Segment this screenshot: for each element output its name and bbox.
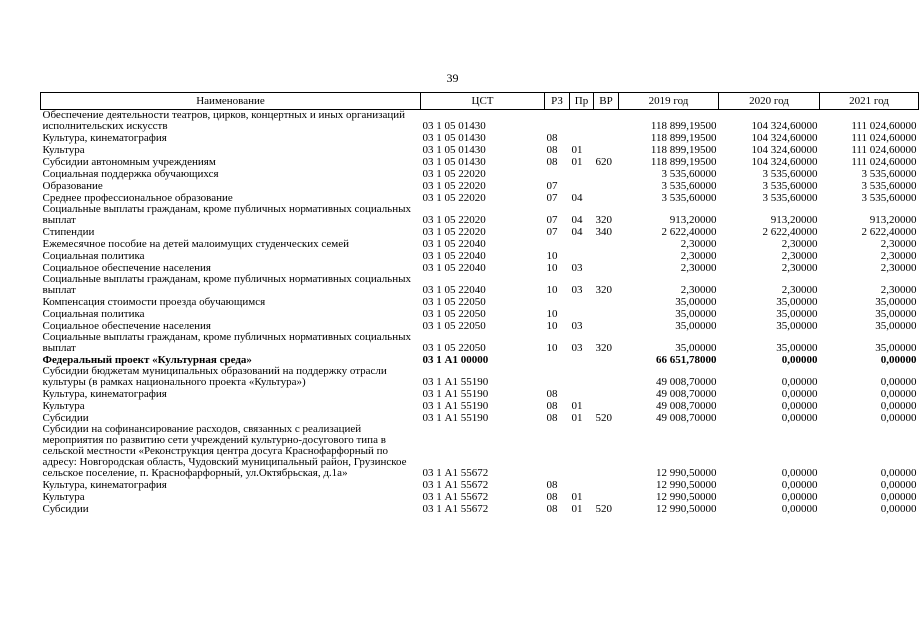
cell-name: Социальная политика xyxy=(42,250,145,262)
cell-2019: 118 899,19500 xyxy=(650,120,717,132)
header-2021: 2021 год xyxy=(820,93,919,110)
cell-cst: 03 1 А1 00000 xyxy=(422,354,489,366)
cell-2020: 35,00000 xyxy=(776,342,818,354)
cell-2020: 0,00000 xyxy=(781,354,818,366)
cell-name: Культура, кинематография xyxy=(42,388,167,400)
cell-2021: 35,00000 xyxy=(875,308,917,320)
cell-cst: 03 1 А1 55672 xyxy=(422,503,489,515)
table-row xyxy=(41,274,919,296)
cell-pr xyxy=(570,296,594,308)
cell-cst: 03 1 А1 55190 xyxy=(422,400,489,412)
cell-2019: 66 651,78000 xyxy=(656,354,717,366)
table-row xyxy=(41,424,919,479)
table-row xyxy=(41,132,919,144)
cell-cst: 03 1 05 22020 xyxy=(422,226,486,238)
cell-rz: 08 xyxy=(546,503,558,515)
cell-2021: 0,00000 xyxy=(880,412,917,424)
cell-rz xyxy=(545,424,570,479)
cell-pr xyxy=(570,308,594,320)
table-row xyxy=(41,503,919,515)
cell-vr xyxy=(594,320,619,332)
cell-2019: 2,30000 xyxy=(680,262,717,274)
cell-vr xyxy=(594,388,619,400)
header-pr: Пр xyxy=(570,93,594,110)
table-row xyxy=(41,156,919,168)
cell-name: Субсидии xyxy=(42,412,89,424)
cell-vr xyxy=(594,308,619,320)
cell-name: Стипендии xyxy=(42,226,95,238)
cell-2020: 104 324,60000 xyxy=(751,156,818,168)
table-row xyxy=(41,144,919,156)
cell-2019: 12 990,50000 xyxy=(656,503,717,515)
cell-pr xyxy=(570,110,594,133)
cell-pr: 03 xyxy=(571,262,583,274)
cell-pr xyxy=(570,132,594,144)
cell-cst: 03 1 05 22020 xyxy=(422,168,486,180)
cell-2021: 0,00000 xyxy=(880,467,917,479)
cell-name: Культура, кинематография xyxy=(42,132,167,144)
cell-vr xyxy=(594,110,619,133)
cell-rz: 10 xyxy=(546,342,558,354)
table-row xyxy=(41,204,919,226)
cell-name: Социальные выплаты гражданам, кроме публичных нормативных социальных выплат xyxy=(42,331,411,354)
cell-2020: 0,00000 xyxy=(781,491,818,503)
table-row xyxy=(41,400,919,412)
cell-2020: 35,00000 xyxy=(776,296,818,308)
cell-rz: 10 xyxy=(546,262,558,274)
cell-name: Ежемесячное пособие на детей малоимущих студенческих семей xyxy=(42,238,349,250)
cell-pr xyxy=(570,168,594,180)
cell-cst: 03 1 05 22050 xyxy=(422,308,486,320)
table-header-row xyxy=(41,93,919,110)
cell-cst: 03 1 05 22050 xyxy=(422,296,486,308)
cell-vr xyxy=(594,238,619,250)
table-row xyxy=(41,366,919,388)
cell-2020: 2,30000 xyxy=(781,250,818,262)
cell-2019: 35,00000 xyxy=(675,296,717,308)
cell-2020: 0,00000 xyxy=(781,376,818,388)
cell-2019: 35,00000 xyxy=(675,320,717,332)
cell-cst: 03 1 05 01430 xyxy=(422,132,486,144)
cell-2019: 35,00000 xyxy=(675,308,717,320)
cell-2019: 12 990,50000 xyxy=(656,467,717,479)
cell-2019: 2,30000 xyxy=(680,250,717,262)
cell-vr xyxy=(594,354,619,366)
header-vr: ВР xyxy=(594,93,619,110)
cell-name: Культура, кинематография xyxy=(42,479,167,491)
cell-pr xyxy=(570,238,594,250)
cell-2020: 0,00000 xyxy=(781,503,818,515)
cell-rz: 08 xyxy=(546,144,558,156)
cell-pr: 03 xyxy=(571,284,583,296)
cell-rz xyxy=(545,238,570,250)
cell-2020: 2,30000 xyxy=(781,284,818,296)
cell-2021: 0,00000 xyxy=(880,354,917,366)
cell-rz: 08 xyxy=(546,412,558,424)
cell-2020: 104 324,60000 xyxy=(751,132,818,144)
cell-name: Культура xyxy=(42,400,85,412)
cell-2020: 2,30000 xyxy=(781,238,818,250)
cell-cst: 03 1 А1 55190 xyxy=(422,376,489,388)
cell-vr: 520 xyxy=(595,412,612,424)
cell-vr: 520 xyxy=(595,503,612,515)
table-row xyxy=(41,180,919,192)
cell-rz xyxy=(545,110,570,133)
cell-rz: 10 xyxy=(546,308,558,320)
cell-rz: 10 xyxy=(546,320,558,332)
cell-2021: 111 024,60000 xyxy=(851,132,917,144)
cell-pr xyxy=(570,366,594,388)
cell-2021: 0,00000 xyxy=(880,479,917,491)
cell-vr xyxy=(594,132,619,144)
cell-vr xyxy=(594,180,619,192)
cell-pr xyxy=(570,388,594,400)
cell-rz: 08 xyxy=(546,479,558,491)
cell-2020: 104 324,60000 xyxy=(751,144,818,156)
cell-name: Субсидии автономным учреждениям xyxy=(42,156,216,168)
cell-pr: 01 xyxy=(571,503,583,515)
cell-2021: 913,20000 xyxy=(869,214,917,226)
table-body xyxy=(41,110,919,516)
cell-vr xyxy=(594,168,619,180)
cell-name: Культура xyxy=(42,144,85,156)
cell-2020: 3 535,60000 xyxy=(762,168,818,180)
cell-pr: 04 xyxy=(571,192,583,204)
cell-rz xyxy=(545,354,570,366)
cell-2019: 12 990,50000 xyxy=(656,491,717,503)
cell-vr xyxy=(594,491,619,503)
cell-2019: 35,00000 xyxy=(675,342,717,354)
cell-vr xyxy=(594,366,619,388)
cell-vr xyxy=(594,250,619,262)
cell-name: Культура xyxy=(42,491,85,503)
cell-cst: 03 1 05 22020 xyxy=(422,192,486,204)
cell-2021: 35,00000 xyxy=(875,342,917,354)
cell-2019: 913,20000 xyxy=(669,214,717,226)
cell-vr: 320 xyxy=(595,284,612,296)
table-row xyxy=(41,308,919,320)
cell-2019: 3 535,60000 xyxy=(661,192,717,204)
table-row xyxy=(41,332,919,354)
cell-2021: 0,00000 xyxy=(880,376,917,388)
cell-2019: 12 990,50000 xyxy=(656,479,717,491)
cell-name: Федеральный проект «Культурная среда» xyxy=(42,354,252,366)
cell-2019: 3 535,60000 xyxy=(661,168,717,180)
cell-2020: 3 535,60000 xyxy=(762,192,818,204)
cell-2019: 118 899,19500 xyxy=(650,144,717,156)
cell-2020: 3 535,60000 xyxy=(762,180,818,192)
cell-cst: 03 1 05 22040 xyxy=(422,238,486,250)
cell-pr xyxy=(570,424,594,479)
header-cst: ЦСТ xyxy=(421,93,545,110)
cell-2021: 2,30000 xyxy=(880,250,917,262)
cell-pr xyxy=(570,250,594,262)
table-row xyxy=(41,110,919,133)
cell-rz: 07 xyxy=(546,192,558,204)
cell-cst: 03 1 05 22020 xyxy=(422,180,486,192)
page-number: 39 xyxy=(446,71,459,85)
cell-rz: 08 xyxy=(546,400,558,412)
cell-2019: 118 899,19500 xyxy=(650,132,717,144)
cell-vr: 620 xyxy=(595,156,612,168)
cell-rz: 08 xyxy=(546,132,558,144)
cell-2021: 3 535,60000 xyxy=(861,180,917,192)
cell-2021: 0,00000 xyxy=(880,503,917,515)
cell-2021: 35,00000 xyxy=(875,320,917,332)
cell-2019: 2,30000 xyxy=(680,284,717,296)
cell-cst: 03 1 05 01430 xyxy=(422,156,486,168)
cell-2019: 49 008,70000 xyxy=(656,376,717,388)
cell-vr: 340 xyxy=(595,226,612,238)
cell-cst: 03 1 А1 55672 xyxy=(422,479,489,491)
cell-cst: 03 1 А1 55672 xyxy=(422,467,489,479)
cell-cst: 03 1 05 22040 xyxy=(422,284,486,296)
header-rz: РЗ xyxy=(545,93,570,110)
cell-2020: 913,20000 xyxy=(770,214,818,226)
table-row xyxy=(41,250,919,262)
cell-2021: 35,00000 xyxy=(875,296,917,308)
cell-name: Компенсация стоимости проезда обучающимся xyxy=(42,296,266,308)
cell-2019: 49 008,70000 xyxy=(656,400,717,412)
cell-rz: 08 xyxy=(546,388,558,400)
cell-2021: 111 024,60000 xyxy=(851,120,917,132)
cell-rz xyxy=(545,296,570,308)
cell-vr xyxy=(594,144,619,156)
cell-rz: 07 xyxy=(546,226,558,238)
cell-name: Социальная политика xyxy=(42,308,145,320)
cell-name: Социальные выплаты гражданам, кроме публичных нормативных социальных выплат xyxy=(42,203,411,226)
cell-2020: 0,00000 xyxy=(781,479,818,491)
cell-2020: 2,30000 xyxy=(781,262,818,274)
cell-cst: 03 1 05 22040 xyxy=(422,250,486,262)
cell-2021: 2,30000 xyxy=(880,238,917,250)
cell-name: Социальное обеспечение населения xyxy=(42,320,211,332)
cell-name: Социальные выплаты гражданам, кроме публичных нормативных социальных выплат xyxy=(42,273,411,296)
table-row xyxy=(41,479,919,491)
cell-rz: 07 xyxy=(546,214,558,226)
cell-2019: 3 535,60000 xyxy=(661,180,717,192)
cell-rz xyxy=(545,366,570,388)
cell-cst: 03 1 05 01430 xyxy=(422,144,486,156)
cell-name: Среднее профессиональное образование xyxy=(42,192,233,204)
cell-pr: 01 xyxy=(571,491,583,503)
cell-name: Субсидии бюджетам муниципальных образований на поддержку отрасли культуры (в рамках национального проекта «Культура») xyxy=(42,365,387,388)
cell-cst: 03 1 05 01430 xyxy=(422,120,486,132)
cell-vr: 320 xyxy=(595,342,612,354)
cell-2021: 111 024,60000 xyxy=(851,144,917,156)
cell-pr: 01 xyxy=(571,156,583,168)
cell-vr xyxy=(594,296,619,308)
cell-rz: 10 xyxy=(546,250,558,262)
cell-pr: 04 xyxy=(571,214,583,226)
cell-2020: 35,00000 xyxy=(776,320,818,332)
cell-rz xyxy=(545,168,570,180)
cell-2021: 0,00000 xyxy=(880,400,917,412)
cell-name: Образование xyxy=(42,180,103,192)
cell-rz: 10 xyxy=(546,284,558,296)
table-row xyxy=(41,168,919,180)
cell-pr xyxy=(570,354,594,366)
header-2020: 2020 год xyxy=(719,93,820,110)
cell-cst: 03 1 А1 55672 xyxy=(422,491,489,503)
cell-vr: 320 xyxy=(595,214,612,226)
cell-2020: 0,00000 xyxy=(781,388,818,400)
cell-2020: 0,00000 xyxy=(781,467,818,479)
cell-cst: 03 1 05 22050 xyxy=(422,342,486,354)
cell-rz: 07 xyxy=(546,180,558,192)
cell-2021: 0,00000 xyxy=(880,491,917,503)
cell-vr xyxy=(594,262,619,274)
table-row xyxy=(41,491,919,503)
cell-pr: 03 xyxy=(571,320,583,332)
cell-2021: 0,00000 xyxy=(880,388,917,400)
header-2019: 2019 год xyxy=(619,93,719,110)
cell-2021: 111 024,60000 xyxy=(851,156,917,168)
table-row xyxy=(41,296,919,308)
cell-cst: 03 1 05 22040 xyxy=(422,262,486,274)
table-row xyxy=(41,388,919,400)
cell-name: Социальное обеспечение населения xyxy=(42,262,211,274)
cell-cst: 03 1 А1 55190 xyxy=(422,388,489,400)
cell-cst: 03 1 А1 55190 xyxy=(422,412,489,424)
cell-2021: 2,30000 xyxy=(880,284,917,296)
table-row xyxy=(41,226,919,238)
cell-2021: 2,30000 xyxy=(880,262,917,274)
cell-pr: 04 xyxy=(571,226,583,238)
cell-cst: 03 1 05 22020 xyxy=(422,214,486,226)
cell-2021: 3 535,60000 xyxy=(861,168,917,180)
cell-rz: 08 xyxy=(546,156,558,168)
cell-name: Субсидии на софинансирование расходов, связанных с реализацией мероприятия по развитию сети учреждений культурно-досугового типа в сельской местности «Реконструкция центра досуга Краснофарфорный по адресу: Новгородская область, Чудовский муниципальный район, Грузинское сельское поселение, п. Краснофарфорный, ул.Октябрьская, д.1а» xyxy=(42,423,407,479)
cell-pr: 01 xyxy=(571,144,583,156)
cell-2020: 0,00000 xyxy=(781,412,818,424)
cell-2019: 2 622,40000 xyxy=(661,226,717,238)
cell-pr xyxy=(570,180,594,192)
cell-pr: 01 xyxy=(571,412,583,424)
cell-vr xyxy=(594,192,619,204)
table-row xyxy=(41,238,919,250)
cell-pr: 01 xyxy=(571,400,583,412)
budget-table xyxy=(40,92,919,515)
cell-2019: 2,30000 xyxy=(680,238,717,250)
cell-2020: 104 324,60000 xyxy=(751,120,818,132)
cell-name: Субсидии xyxy=(42,503,89,515)
cell-2020: 0,00000 xyxy=(781,400,818,412)
header-name: Наименование xyxy=(41,93,421,110)
cell-pr: 03 xyxy=(571,342,583,354)
cell-2019: 49 008,70000 xyxy=(656,388,717,400)
cell-cst: 03 1 05 22050 xyxy=(422,320,486,332)
cell-rz: 08 xyxy=(546,491,558,503)
cell-pr xyxy=(570,479,594,491)
cell-2020: 35,00000 xyxy=(776,308,818,320)
cell-vr xyxy=(594,479,619,491)
cell-name: Социальная поддержка обучающихся xyxy=(42,168,219,180)
cell-2019: 49 008,70000 xyxy=(656,412,717,424)
cell-vr xyxy=(594,424,619,479)
cell-2021: 2 622,40000 xyxy=(861,226,917,238)
cell-2021: 3 535,60000 xyxy=(861,192,917,204)
cell-2020: 2 622,40000 xyxy=(762,226,818,238)
cell-name: Обеспечение деятельности театров, цирков, концертных и иных организаций исполнительских искусств xyxy=(42,109,406,132)
cell-vr xyxy=(594,400,619,412)
cell-2019: 118 899,19500 xyxy=(650,156,717,168)
